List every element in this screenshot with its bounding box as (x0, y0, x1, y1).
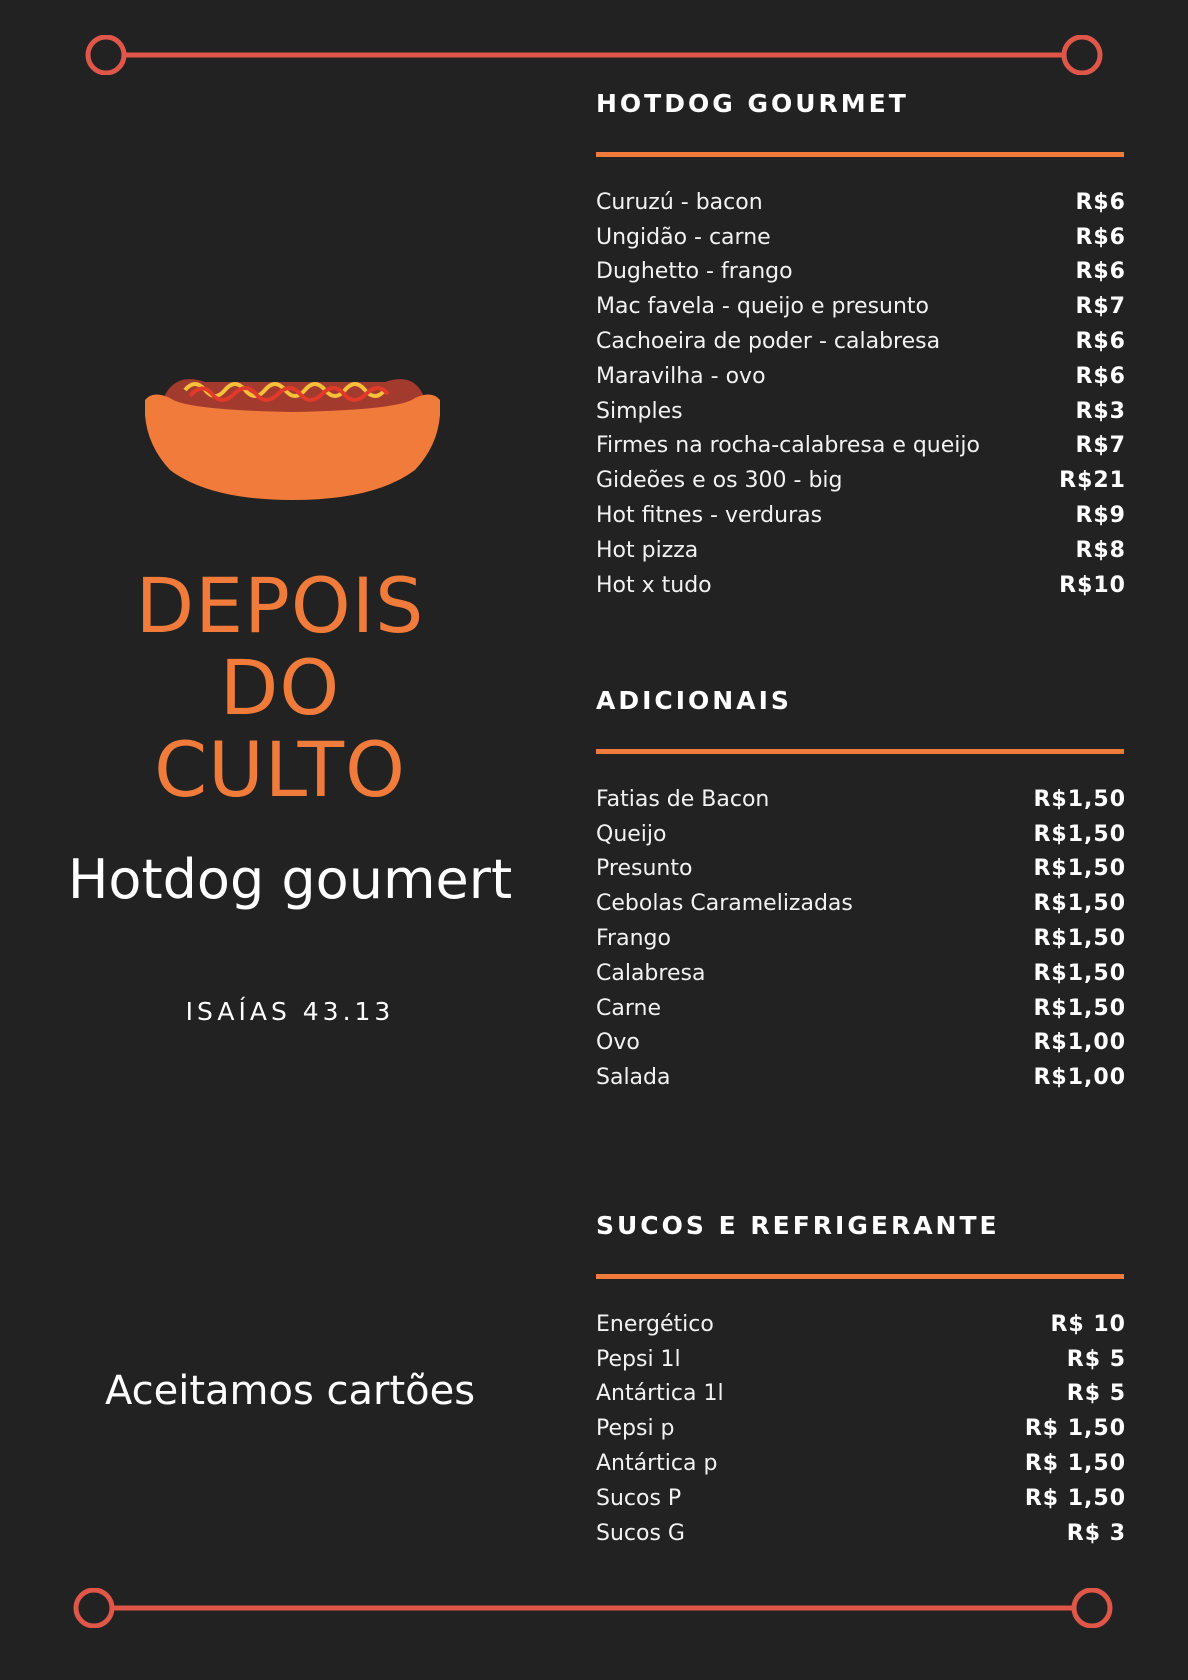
menu-item-name: Gideões e os 300 - big (596, 468, 843, 494)
menu-item (596, 324, 1126, 359)
menu-item-name: Simples (596, 398, 683, 424)
menu-item-name: Cachoeira de poder - calabresa (596, 329, 941, 355)
menu-item (596, 1516, 1126, 1551)
menu-list (596, 185, 1126, 603)
menu-item-price: R$6 (1075, 329, 1126, 355)
menu-item-price: R$1,50 (1033, 786, 1126, 812)
menu-item (596, 1342, 1126, 1377)
menu-item-name: Calabresa (596, 960, 706, 986)
menu-item (596, 463, 1126, 498)
menu-item-name: Cebolas Caramelizadas (596, 891, 853, 917)
menu-item (596, 1377, 1126, 1412)
menu-item-price: R$6 (1075, 189, 1126, 215)
menu-item-price: R$ 5 (1066, 1346, 1126, 1372)
menu-item-name: Queijo (596, 821, 667, 847)
menu-item-price: R$10 (1059, 572, 1126, 598)
menu-item-price: R$1,50 (1033, 891, 1126, 917)
menu-item-name: Ovo (596, 1030, 640, 1056)
menu-item (596, 498, 1126, 533)
menu-item-name: Sucos G (596, 1520, 685, 1546)
menu-item-name: Maravilha - ovo (596, 363, 766, 389)
menu-item-price: R$1,00 (1033, 1030, 1126, 1056)
bottom-rail (0, 1588, 1188, 1628)
menu-item-price: R$ 5 (1066, 1381, 1126, 1407)
menu-item-price: R$9 (1075, 503, 1126, 529)
menu-item-name: Hot x tudo (596, 572, 712, 598)
menu-item-price: R$6 (1075, 259, 1126, 285)
menu-item-price: R$6 (1075, 363, 1126, 389)
menu-section-adicionais (596, 683, 1126, 1095)
menu-item (596, 359, 1126, 394)
menu-item-price: R$3 (1075, 398, 1126, 424)
menu-item (596, 568, 1126, 603)
menu-item (596, 533, 1126, 568)
menu-item-name: Dughetto - frango (596, 259, 793, 285)
menu-item-price: R$ 1,50 (1024, 1451, 1126, 1477)
cards-accepted-note: Aceitamos cartões (104, 1368, 476, 1414)
menu-item-name: Frango (596, 926, 671, 952)
menu-item (596, 255, 1126, 290)
menu-item (596, 1307, 1126, 1342)
menu-item-price: R$ 1,50 (1024, 1485, 1126, 1511)
brand-title-line: DEPOIS (135, 561, 425, 650)
brand-subtitle: Hotdog goumert (67, 848, 513, 911)
menu-item-price: R$ 3 (1066, 1520, 1126, 1546)
menu-item (596, 1446, 1126, 1481)
menu-item-name: Fatias de Bacon (596, 786, 770, 812)
menu-item-price: R$8 (1075, 537, 1126, 563)
top-rail (0, 35, 1188, 75)
menu-item-price: R$1,50 (1033, 926, 1126, 952)
brand-title-line: DO (219, 643, 341, 732)
menu-item (596, 1411, 1126, 1446)
menu-item-name: Firmes na rocha-calabresa e queijo (596, 433, 980, 459)
menu-item-price: R$ 10 (1050, 1311, 1126, 1337)
menu-list (596, 1307, 1126, 1551)
menu-section-bebidas (596, 1208, 1126, 1551)
menu-item-name: Carne (596, 995, 661, 1021)
menu-item-name: Pepsi 1l (596, 1346, 681, 1372)
section-divider (596, 749, 1124, 754)
menu-item-price: R$7 (1075, 433, 1126, 459)
bible-verse: ISAÍAS 43.13 (185, 997, 395, 1026)
menu-item-name: Antártica p (596, 1451, 718, 1477)
section-title: ADICIONAIS (596, 686, 792, 715)
menu-item-price: R$ 1,50 (1024, 1416, 1126, 1442)
menu-item-name: Energético (596, 1311, 714, 1337)
menu-item (596, 394, 1126, 429)
menu-item (596, 185, 1126, 220)
menu-item-price: R$7 (1075, 294, 1126, 320)
menu-item-name: Mac favela - queijo e presunto (596, 294, 929, 320)
menu-item-name: Salada (596, 1065, 671, 1091)
menu-section-hotdog (596, 86, 1126, 603)
menu-item (596, 429, 1126, 464)
menu-item (596, 991, 1126, 1026)
brand-title (60, 561, 500, 814)
menu-item-price: R$1,50 (1033, 960, 1126, 986)
menu-item-name: Pepsi p (596, 1416, 675, 1442)
menu-item (596, 817, 1126, 852)
menu-item-name: Presunto (596, 856, 693, 882)
menu-item (596, 921, 1126, 956)
section-divider (596, 152, 1124, 157)
section-divider (596, 1274, 1124, 1279)
menu-item-name: Curuzú - bacon (596, 189, 763, 215)
menu-item-price: R$1,50 (1033, 821, 1126, 847)
menu-item-name: Ungidão - carne (596, 224, 771, 250)
menu-item-name: Hot pizza (596, 537, 699, 563)
menu-list (596, 782, 1126, 1095)
menu-item-price: R$1,50 (1033, 995, 1126, 1021)
menu-item-price: R$21 (1059, 468, 1126, 494)
hotdog-icon (145, 370, 440, 500)
menu-item (596, 956, 1126, 991)
menu-item (596, 852, 1126, 887)
menu-item-name: Antártica 1l (596, 1381, 724, 1407)
menu-item (596, 1481, 1126, 1516)
menu-item (596, 1060, 1126, 1095)
section-title: HOTDOG GOURMET (596, 89, 909, 118)
menu-item-name: Hot fitnes - verduras (596, 503, 823, 529)
menu-item (596, 886, 1126, 921)
brand-title-line: CULTO (154, 725, 406, 814)
menu-item (596, 1026, 1126, 1061)
menu-item-price: R$1,00 (1033, 1065, 1126, 1091)
menu-item-price: R$6 (1075, 224, 1126, 250)
menu-item (596, 220, 1126, 255)
menu-item (596, 289, 1126, 324)
section-title: SUCOS E REFRIGERANTE (596, 1211, 1000, 1240)
menu-item-price: R$1,50 (1033, 856, 1126, 882)
menu-item-name: Sucos P (596, 1485, 682, 1511)
menu-item (596, 782, 1126, 817)
